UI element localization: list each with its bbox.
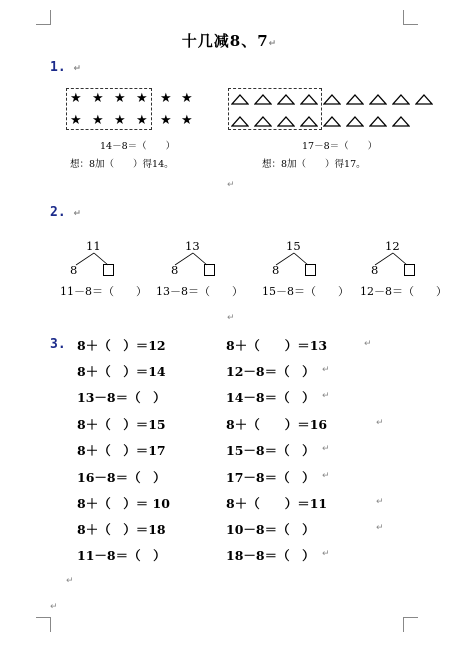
triangle-icon: [277, 94, 295, 105]
exercise-left: 8＋（ ）＝12: [77, 338, 166, 353]
triangle-icon: [346, 94, 364, 105]
return-mark: ↵: [322, 365, 330, 375]
exercise-left: 8＋（ ）＝17: [77, 443, 166, 458]
decomposition-left-number: 8: [371, 263, 379, 277]
answer-box-icon[interactable]: [103, 264, 114, 276]
crop-mark-bottom-left: [36, 617, 51, 632]
return-mark: ↵: [268, 39, 278, 49]
crop-mark-top-left: [36, 10, 51, 25]
return-mark: ↵: [73, 209, 82, 219]
triangle-icon: [277, 116, 295, 127]
star-icon: ★: [160, 113, 172, 128]
return-mark: ↵: [227, 313, 235, 323]
crop-mark-bottom-right: [403, 617, 418, 632]
triangle-icon: [415, 94, 433, 105]
return-mark: ↵: [50, 602, 58, 612]
triangle-icon: [231, 116, 249, 127]
exercise-left: 13－8＝（ ）: [77, 390, 166, 405]
exercise-left: 8＋（ ）＝18: [77, 522, 166, 537]
star-icon: ★: [136, 113, 148, 128]
return-mark: ↵: [364, 339, 372, 349]
decomposition-left-number: 8: [70, 263, 78, 277]
section-1-hint-left: 想：8加（ ）得14。: [70, 159, 174, 170]
star-icon: ★: [70, 91, 82, 106]
star-icon: ★: [92, 91, 104, 106]
exercise-left: 8＋（ ）＝14: [77, 364, 166, 379]
star-icon: ★: [92, 113, 104, 128]
triangle-icon: [300, 116, 318, 127]
return-mark: ↵: [73, 64, 82, 74]
section-1-hint-right: 想：8加（ ）得17。: [262, 159, 366, 170]
answer-box-icon[interactable]: [305, 264, 316, 276]
return-mark: ↵: [322, 471, 330, 481]
section-2-label: 2.: [50, 205, 66, 220]
exercise-right: 17－8＝（ ）: [226, 470, 315, 485]
exercise-right: 8＋（ ）＝13: [226, 338, 328, 353]
triangle-icon: [323, 94, 341, 105]
answer-box-icon[interactable]: [404, 264, 415, 276]
decomposition-equation: 15－8＝（ ）: [262, 285, 349, 298]
decomposition-equation: 11－8＝（ ）: [60, 285, 147, 298]
star-icon: ★: [181, 113, 193, 128]
page-title: [0, 30, 459, 51]
triangle-icon: [346, 116, 364, 127]
decomposition-top-number: 15: [286, 239, 301, 253]
exercise-left: 8＋（ ）＝ 10: [77, 496, 170, 511]
triangle-icon: [300, 94, 318, 105]
return-mark: ↵: [227, 180, 235, 190]
return-mark: ↵: [376, 497, 384, 507]
return-mark: ↵: [376, 523, 384, 533]
return-mark: ↵: [376, 418, 384, 428]
return-mark: ↵: [322, 444, 330, 454]
star-icon: ★: [181, 91, 193, 106]
decomposition-top-number: 12: [385, 239, 400, 253]
exercise-right: 15－8＝（ ）: [226, 443, 315, 458]
return-mark: ↵: [322, 549, 330, 559]
decomposition-top-number: 11: [86, 239, 101, 253]
triangle-icon: [392, 116, 410, 127]
star-icon: ★: [70, 113, 82, 128]
section-1-label: 1.: [50, 60, 66, 75]
triangle-icon: [369, 94, 387, 105]
exercise-right: 14－8＝（ ）: [226, 390, 315, 405]
exercise-left: 8＋（ ）＝15: [77, 417, 166, 432]
triangle-icon: [369, 116, 387, 127]
exercise-left: 16－8＝（ ）: [77, 470, 166, 485]
triangle-icon: [323, 116, 341, 127]
exercise-right: 10－8＝（ ）: [226, 522, 315, 537]
decomposition-left-number: 8: [272, 263, 280, 277]
triangle-icon: [254, 94, 272, 105]
exercise-right: 8＋（ ）＝11: [226, 496, 328, 511]
decomposition-top-number: 13: [185, 239, 200, 253]
triangle-icon: [254, 116, 272, 127]
title-text: 十几减8、7: [181, 32, 269, 50]
triangle-icon: [392, 94, 410, 105]
star-icon: ★: [114, 113, 126, 128]
return-mark: ↵: [322, 391, 330, 401]
exercise-right: 8＋（ ）＝16: [226, 417, 328, 432]
crop-mark-top-right: [403, 10, 418, 25]
return-mark: ↵: [66, 576, 74, 586]
star-icon: ★: [114, 91, 126, 106]
decomposition-left-number: 8: [171, 263, 179, 277]
exercise-left: 11－8＝（ ）: [77, 548, 166, 563]
star-icon: ★: [136, 91, 148, 106]
exercise-right: 12－8＝（ ）: [226, 364, 315, 379]
exercise-right: 18－8＝（ ）: [226, 548, 315, 563]
decomposition-equation: 12－8＝（ ）: [360, 285, 447, 298]
triangle-icon: [231, 94, 249, 105]
section-1-equation-right: 17－8＝（ ）: [302, 141, 378, 152]
section-1-number: [50, 60, 81, 75]
section-3-number: 3.: [50, 337, 66, 352]
section-2-number: [50, 205, 81, 220]
answer-box-icon[interactable]: [204, 264, 215, 276]
section-1-equation-left: 14－8＝（ ）: [100, 141, 176, 152]
star-icon: ★: [160, 91, 172, 106]
decomposition-equation: 13－8＝（ ）: [156, 285, 243, 298]
